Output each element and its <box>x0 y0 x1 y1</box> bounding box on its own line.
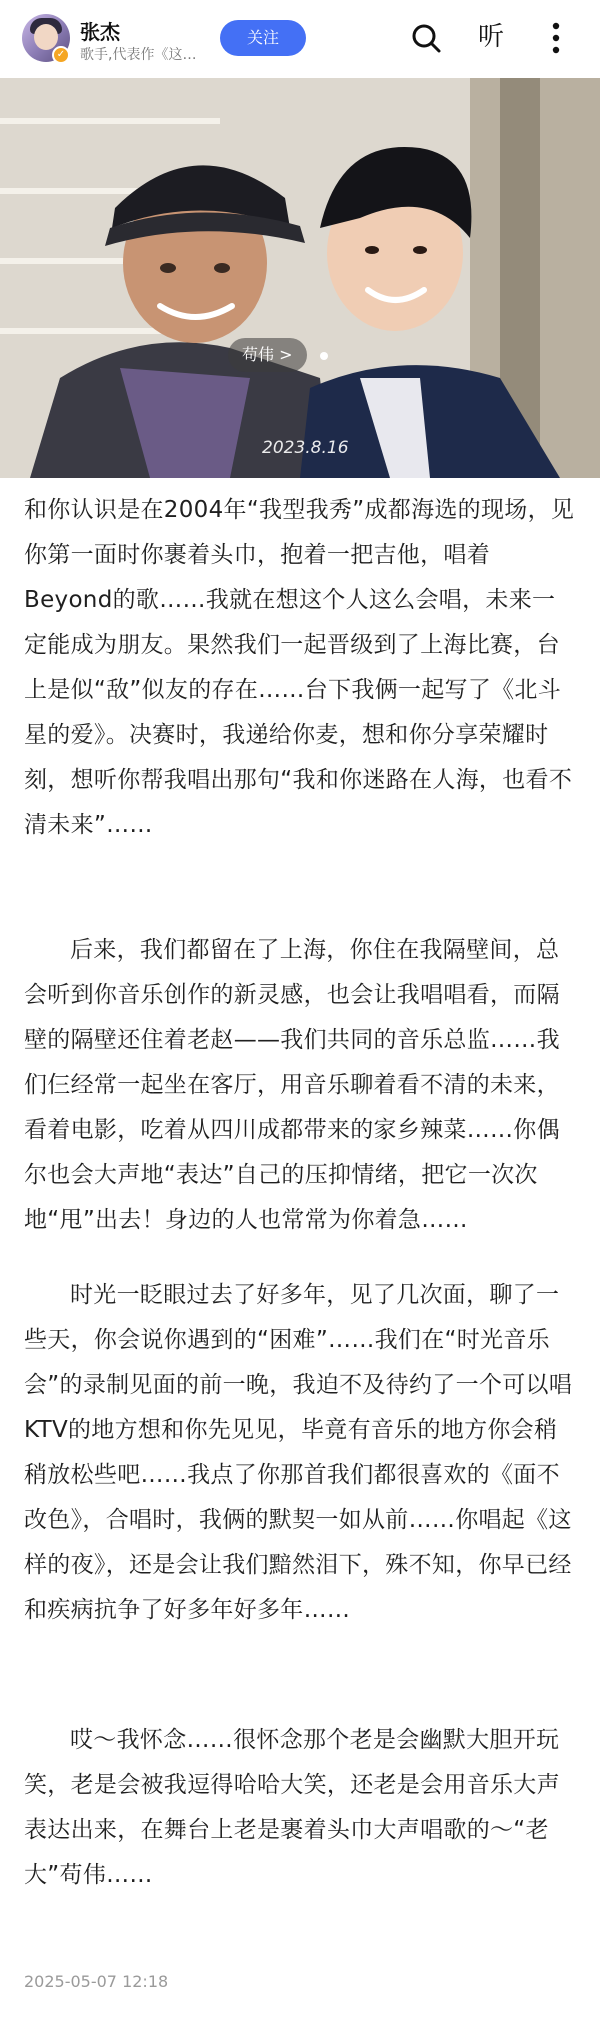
photo-date: 2023.8.16 <box>262 438 349 458</box>
search-icon[interactable] <box>410 22 442 54</box>
publish-timestamp: 2025-05-07 12:18 <box>24 1972 169 1991</box>
paragraph-4: 哎～我怀念……很怀念那个老是会幽默大胆开玩 笑，老是会被我逗得哈哈大笑，还老是会用音乐大声表达出来，在舞台上老是裹着头巾大声唱歌的～“老大”苟伟…… <box>24 1727 560 1888</box>
person-tag[interactable]: 苟伟 > <box>228 338 307 372</box>
more-icon[interactable] <box>550 20 562 56</box>
verified-badge-icon: ✓ <box>52 46 70 64</box>
listen-button[interactable]: 听 <box>478 22 505 52</box>
paragraph-1: 和你认识是在2004年“我型我秀”成都海选的现场，见你第一面时你裹着头巾，抱着一把吉他，唱着Beyond的歌……我就在想这个人这么会唱，未来一定能成为朋友。果然我们一起晋级到了上海比赛，台上是似“敌”似友的存在……台下我俩一起写了《北斗星的爱》。决赛时，我递给你麦，想和你分享荣耀时刻，想听你帮我唱出那句“我和你迷路在人海，也看不清未来”…… <box>24 497 575 838</box>
paragraph-3: 时光一眨眼过去了好多年，见了几次面，聊了一些天，你会说你遇到的“困难”……我们在“时光音乐会”的录制见面的前一晚，我迫不及待约了一个可以唱KTV的地方想和你先见见，毕竟有音乐的地方你会稍稍放松些吧……我点了你那首我们都很喜欢的《面不改色》，合唱时，我俩的默契一如从前……你唱起《这样的夜》，还是会让我们黯然泪下，殊不知，你早已经和疾病抗争了好多年好多年…… <box>24 1282 573 1623</box>
follow-button[interactable]: 关注 <box>220 20 306 56</box>
paragraph-2: 后来，我们都留在了上海，你住在我隔壁间，总会听到你音乐创作的新灵感，也会让我唱唱看，而隔壁的隔壁还住着老赵——我们共同的音乐总监……我们仨经常一起坐在客厅，用音乐聊着看不清的未来，看着电影，吃着从四川成都带来的家乡辣菜……你偶尔也会大声地“表达”自己的压抑情绪，把它一次次地“甩”出去！身边的人也常常为你着急…… <box>24 937 560 1233</box>
article-header <box>0 0 600 78</box>
article-photo[interactable] <box>0 78 600 478</box>
tag-dot-icon <box>320 352 328 360</box>
avatar-face <box>34 24 58 50</box>
author-subtitle: 歌手,代表作《这… <box>80 47 197 63</box>
photo-illustration <box>0 78 600 478</box>
author-name[interactable]: 张杰 <box>80 20 120 44</box>
